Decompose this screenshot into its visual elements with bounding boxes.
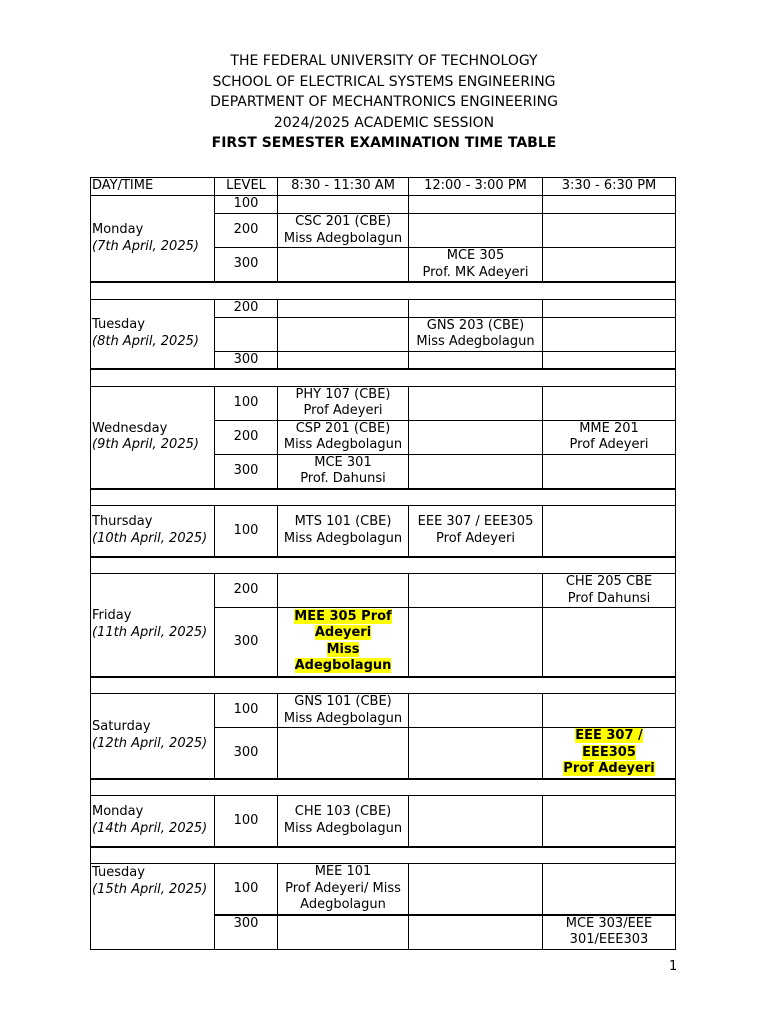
day-cell bbox=[91, 864, 215, 950]
spacer-row bbox=[91, 557, 676, 574]
level-cell: 100 bbox=[215, 196, 278, 214]
slot-cell bbox=[543, 694, 676, 728]
examiner-name: Miss Adegbolagun bbox=[283, 820, 403, 836]
academic-session: 2024/2025 ACADEMIC SESSION bbox=[273, 114, 495, 131]
level-cell: 300 bbox=[215, 248, 278, 283]
slot-cell bbox=[278, 506, 409, 557]
col-header-evening: 3:30 - 6:30 PM bbox=[543, 178, 676, 196]
day-date: (15th April, 2025) bbox=[92, 881, 208, 897]
slot-cell bbox=[543, 420, 676, 454]
day-cell bbox=[91, 796, 215, 847]
slot-cell bbox=[543, 454, 676, 489]
slot-cell bbox=[409, 351, 543, 369]
day-date: (12th April, 2025) bbox=[92, 735, 208, 751]
slot-cell bbox=[543, 214, 676, 248]
course-code: CHE 103 (CBE) bbox=[294, 804, 392, 820]
level-cell: 100 bbox=[215, 864, 278, 915]
examiner-name: Miss Adegbolagun bbox=[283, 710, 403, 726]
table-row bbox=[91, 864, 676, 915]
slot-cell bbox=[409, 454, 543, 489]
spacer-cell bbox=[91, 282, 676, 299]
level-cell: 200 bbox=[215, 214, 278, 248]
slot-cell-highlighted bbox=[543, 728, 676, 779]
day-name: Thursday bbox=[92, 514, 153, 530]
slot-cell bbox=[409, 299, 543, 317]
course-code: EEE 307 / EEE305 bbox=[417, 514, 534, 530]
col-header-level: LEVEL bbox=[215, 178, 278, 196]
slot-cell bbox=[409, 506, 543, 557]
course-entry-line: Adeyeri bbox=[314, 625, 372, 641]
slot-cell bbox=[278, 196, 409, 214]
day-name: Saturday bbox=[92, 719, 151, 735]
day-date: (11th April, 2025) bbox=[92, 624, 208, 640]
spacer-row bbox=[91, 677, 676, 694]
day-cell bbox=[91, 506, 215, 557]
slot-cell bbox=[409, 574, 543, 608]
exam-timetable bbox=[90, 177, 676, 950]
day-cell bbox=[91, 694, 215, 779]
slot-cell bbox=[278, 248, 409, 283]
course-entry-line: MCE 303/EEE bbox=[565, 915, 653, 931]
level-cell: 300 bbox=[215, 454, 278, 489]
spacer-row bbox=[91, 282, 676, 299]
slot-cell bbox=[278, 864, 409, 915]
slot-cell bbox=[409, 196, 543, 214]
day-name: Tuesday bbox=[92, 317, 145, 333]
day-name: Friday bbox=[92, 608, 132, 624]
spacer-cell bbox=[91, 847, 676, 864]
slot-cell bbox=[278, 299, 409, 317]
slot-cell bbox=[278, 386, 409, 420]
spacer-cell bbox=[91, 557, 676, 574]
slot-cell bbox=[409, 864, 543, 915]
slot-cell bbox=[543, 248, 676, 283]
slot-cell bbox=[543, 864, 676, 915]
table-row bbox=[91, 506, 676, 557]
slot-cell bbox=[409, 386, 543, 420]
slot-cell bbox=[543, 386, 676, 420]
spacer-cell bbox=[91, 489, 676, 506]
course-entry-line: Miss bbox=[326, 641, 360, 657]
course-entry-line: 301/EEE303 bbox=[569, 932, 649, 947]
examiner-name: Prof Adeyeri bbox=[436, 530, 515, 546]
examiner-name: Miss Adegbolagun bbox=[283, 230, 403, 246]
examiner-name: Miss Adegbolagun bbox=[416, 334, 535, 349]
course-entry-line: MEE 305 Prof bbox=[294, 608, 392, 624]
course-code: CSP 201 (CBE) bbox=[295, 420, 391, 436]
day-name: Tuesday bbox=[92, 865, 145, 880]
day-date: (8th April, 2025) bbox=[92, 333, 199, 349]
slot-cell bbox=[278, 420, 409, 454]
course-code: PHY 107 (CBE) bbox=[295, 386, 391, 402]
day-cell bbox=[91, 196, 215, 283]
slot-cell bbox=[543, 196, 676, 214]
level-cell: 100 bbox=[215, 796, 278, 847]
table-row bbox=[91, 299, 676, 317]
level-cell: 200 bbox=[215, 299, 278, 317]
document-header bbox=[0, 51, 768, 154]
slot-cell bbox=[409, 214, 543, 248]
spacer-cell bbox=[91, 779, 676, 796]
level-cell: 100 bbox=[215, 506, 278, 557]
slot-cell bbox=[543, 796, 676, 847]
spacer-cell bbox=[91, 369, 676, 386]
level-cell: 300 bbox=[215, 351, 278, 369]
slot-cell bbox=[543, 317, 676, 351]
examiner-name: Miss Adegbolagun bbox=[283, 530, 403, 546]
slot-cell bbox=[409, 694, 543, 728]
course-code: CHE 205 CBE bbox=[565, 574, 653, 589]
examiner-name: Prof. MK Adeyeri bbox=[422, 264, 529, 280]
slot-cell bbox=[278, 317, 409, 351]
course-code: MCE 301 bbox=[314, 454, 372, 470]
level-cell: 300 bbox=[215, 608, 278, 677]
slot-cell bbox=[278, 694, 409, 728]
course-code: CSC 201 (CBE) bbox=[295, 214, 391, 229]
examiner-name: Prof Adeyeri bbox=[303, 403, 383, 418]
course-code: GNS 203 (CBE) bbox=[426, 317, 525, 333]
table-row bbox=[91, 386, 676, 420]
level-cell: 100 bbox=[215, 386, 278, 420]
department-name: DEPARTMENT OF MECHANTRONICS ENGINEERING bbox=[210, 94, 558, 110]
level-cell: 200 bbox=[215, 574, 278, 608]
slot-cell bbox=[543, 299, 676, 317]
course-entry-line: Prof Adeyeri bbox=[563, 761, 655, 776]
slot-cell bbox=[543, 574, 676, 608]
course-code: MME 201 bbox=[579, 420, 639, 436]
slot-cell bbox=[278, 214, 409, 248]
table-header-row bbox=[91, 178, 676, 196]
table-row bbox=[91, 574, 676, 608]
slot-cell bbox=[543, 351, 676, 369]
level-cell: 300 bbox=[215, 915, 278, 950]
day-name: Wednesday bbox=[92, 420, 168, 436]
slot-cell bbox=[409, 420, 543, 454]
spacer-row bbox=[91, 369, 676, 386]
spacer-row bbox=[91, 847, 676, 864]
examiner-name: Prof. Dahunsi bbox=[300, 471, 386, 486]
slot-cell bbox=[409, 608, 543, 677]
document-title: FIRST SEMESTER EXAMINATION TIME TABLE bbox=[211, 135, 557, 151]
course-entry-line: EEE305 bbox=[582, 744, 636, 760]
day-cell bbox=[91, 299, 215, 369]
course-code: GNS 101 (CBE) bbox=[294, 694, 392, 709]
course-entry-line: Adegbolagun bbox=[300, 897, 386, 912]
slot-cell bbox=[543, 915, 676, 950]
course-entry-line: EEE 307 / bbox=[575, 728, 643, 743]
examiner-name: Miss Adegbolagun bbox=[283, 437, 403, 452]
col-header-morning: 8:30 - 11:30 AM bbox=[278, 178, 409, 196]
table-row bbox=[91, 796, 676, 847]
day-cell bbox=[91, 386, 215, 489]
spacer-row bbox=[91, 489, 676, 506]
slot-cell bbox=[543, 608, 676, 677]
col-header-day-time: DAY/TIME bbox=[91, 178, 215, 196]
course-entry-line: Adegbolagun bbox=[294, 658, 392, 674]
table-row bbox=[91, 694, 676, 728]
spacer-cell bbox=[91, 677, 676, 694]
day-name: Monday bbox=[92, 222, 144, 237]
school-name: SCHOOL OF ELECTRICAL SYSTEMS ENGINEERING bbox=[212, 73, 556, 90]
course-code: MTS 101 (CBE) bbox=[294, 514, 392, 530]
level-cell: 300 bbox=[215, 728, 278, 779]
day-date: (9th April, 2025) bbox=[92, 437, 199, 452]
university-name: THE FEDERAL UNIVERSITY OF TECHNOLOGY bbox=[230, 53, 538, 69]
slot-cell bbox=[409, 248, 543, 283]
slot-cell bbox=[409, 317, 543, 351]
level-cell: 100 bbox=[215, 694, 278, 728]
course-entry-line: MEE 101 bbox=[314, 864, 372, 879]
slot-cell-highlighted bbox=[278, 608, 409, 677]
slot-cell bbox=[278, 351, 409, 369]
slot-cell bbox=[409, 915, 543, 950]
slot-cell bbox=[543, 506, 676, 557]
slot-cell bbox=[409, 728, 543, 779]
day-cell bbox=[91, 574, 215, 677]
slot-cell bbox=[409, 796, 543, 847]
slot-cell bbox=[278, 915, 409, 950]
course-entry-line: Prof Adeyeri/ Miss bbox=[285, 880, 401, 896]
day-date: (14th April, 2025) bbox=[92, 820, 208, 836]
day-date: (10th April, 2025) bbox=[92, 530, 208, 546]
examiner-name: Prof Dahunsi bbox=[567, 590, 651, 606]
examiner-name: Prof Adeyeri bbox=[569, 437, 649, 452]
level-cell: 200 bbox=[215, 420, 278, 454]
slot-cell bbox=[278, 796, 409, 847]
slot-cell bbox=[278, 454, 409, 489]
slot-cell bbox=[278, 574, 409, 608]
slot-cell bbox=[278, 728, 409, 779]
table-row bbox=[91, 196, 676, 214]
level-cell bbox=[215, 317, 278, 351]
day-date: (7th April, 2025) bbox=[92, 238, 199, 254]
day-name: Monday bbox=[92, 804, 144, 820]
page-number: 1 bbox=[669, 959, 678, 974]
course-code: MCE 305 bbox=[446, 248, 505, 263]
col-header-afternoon: 12:00 - 3:00 PM bbox=[409, 178, 543, 196]
spacer-row bbox=[91, 779, 676, 796]
